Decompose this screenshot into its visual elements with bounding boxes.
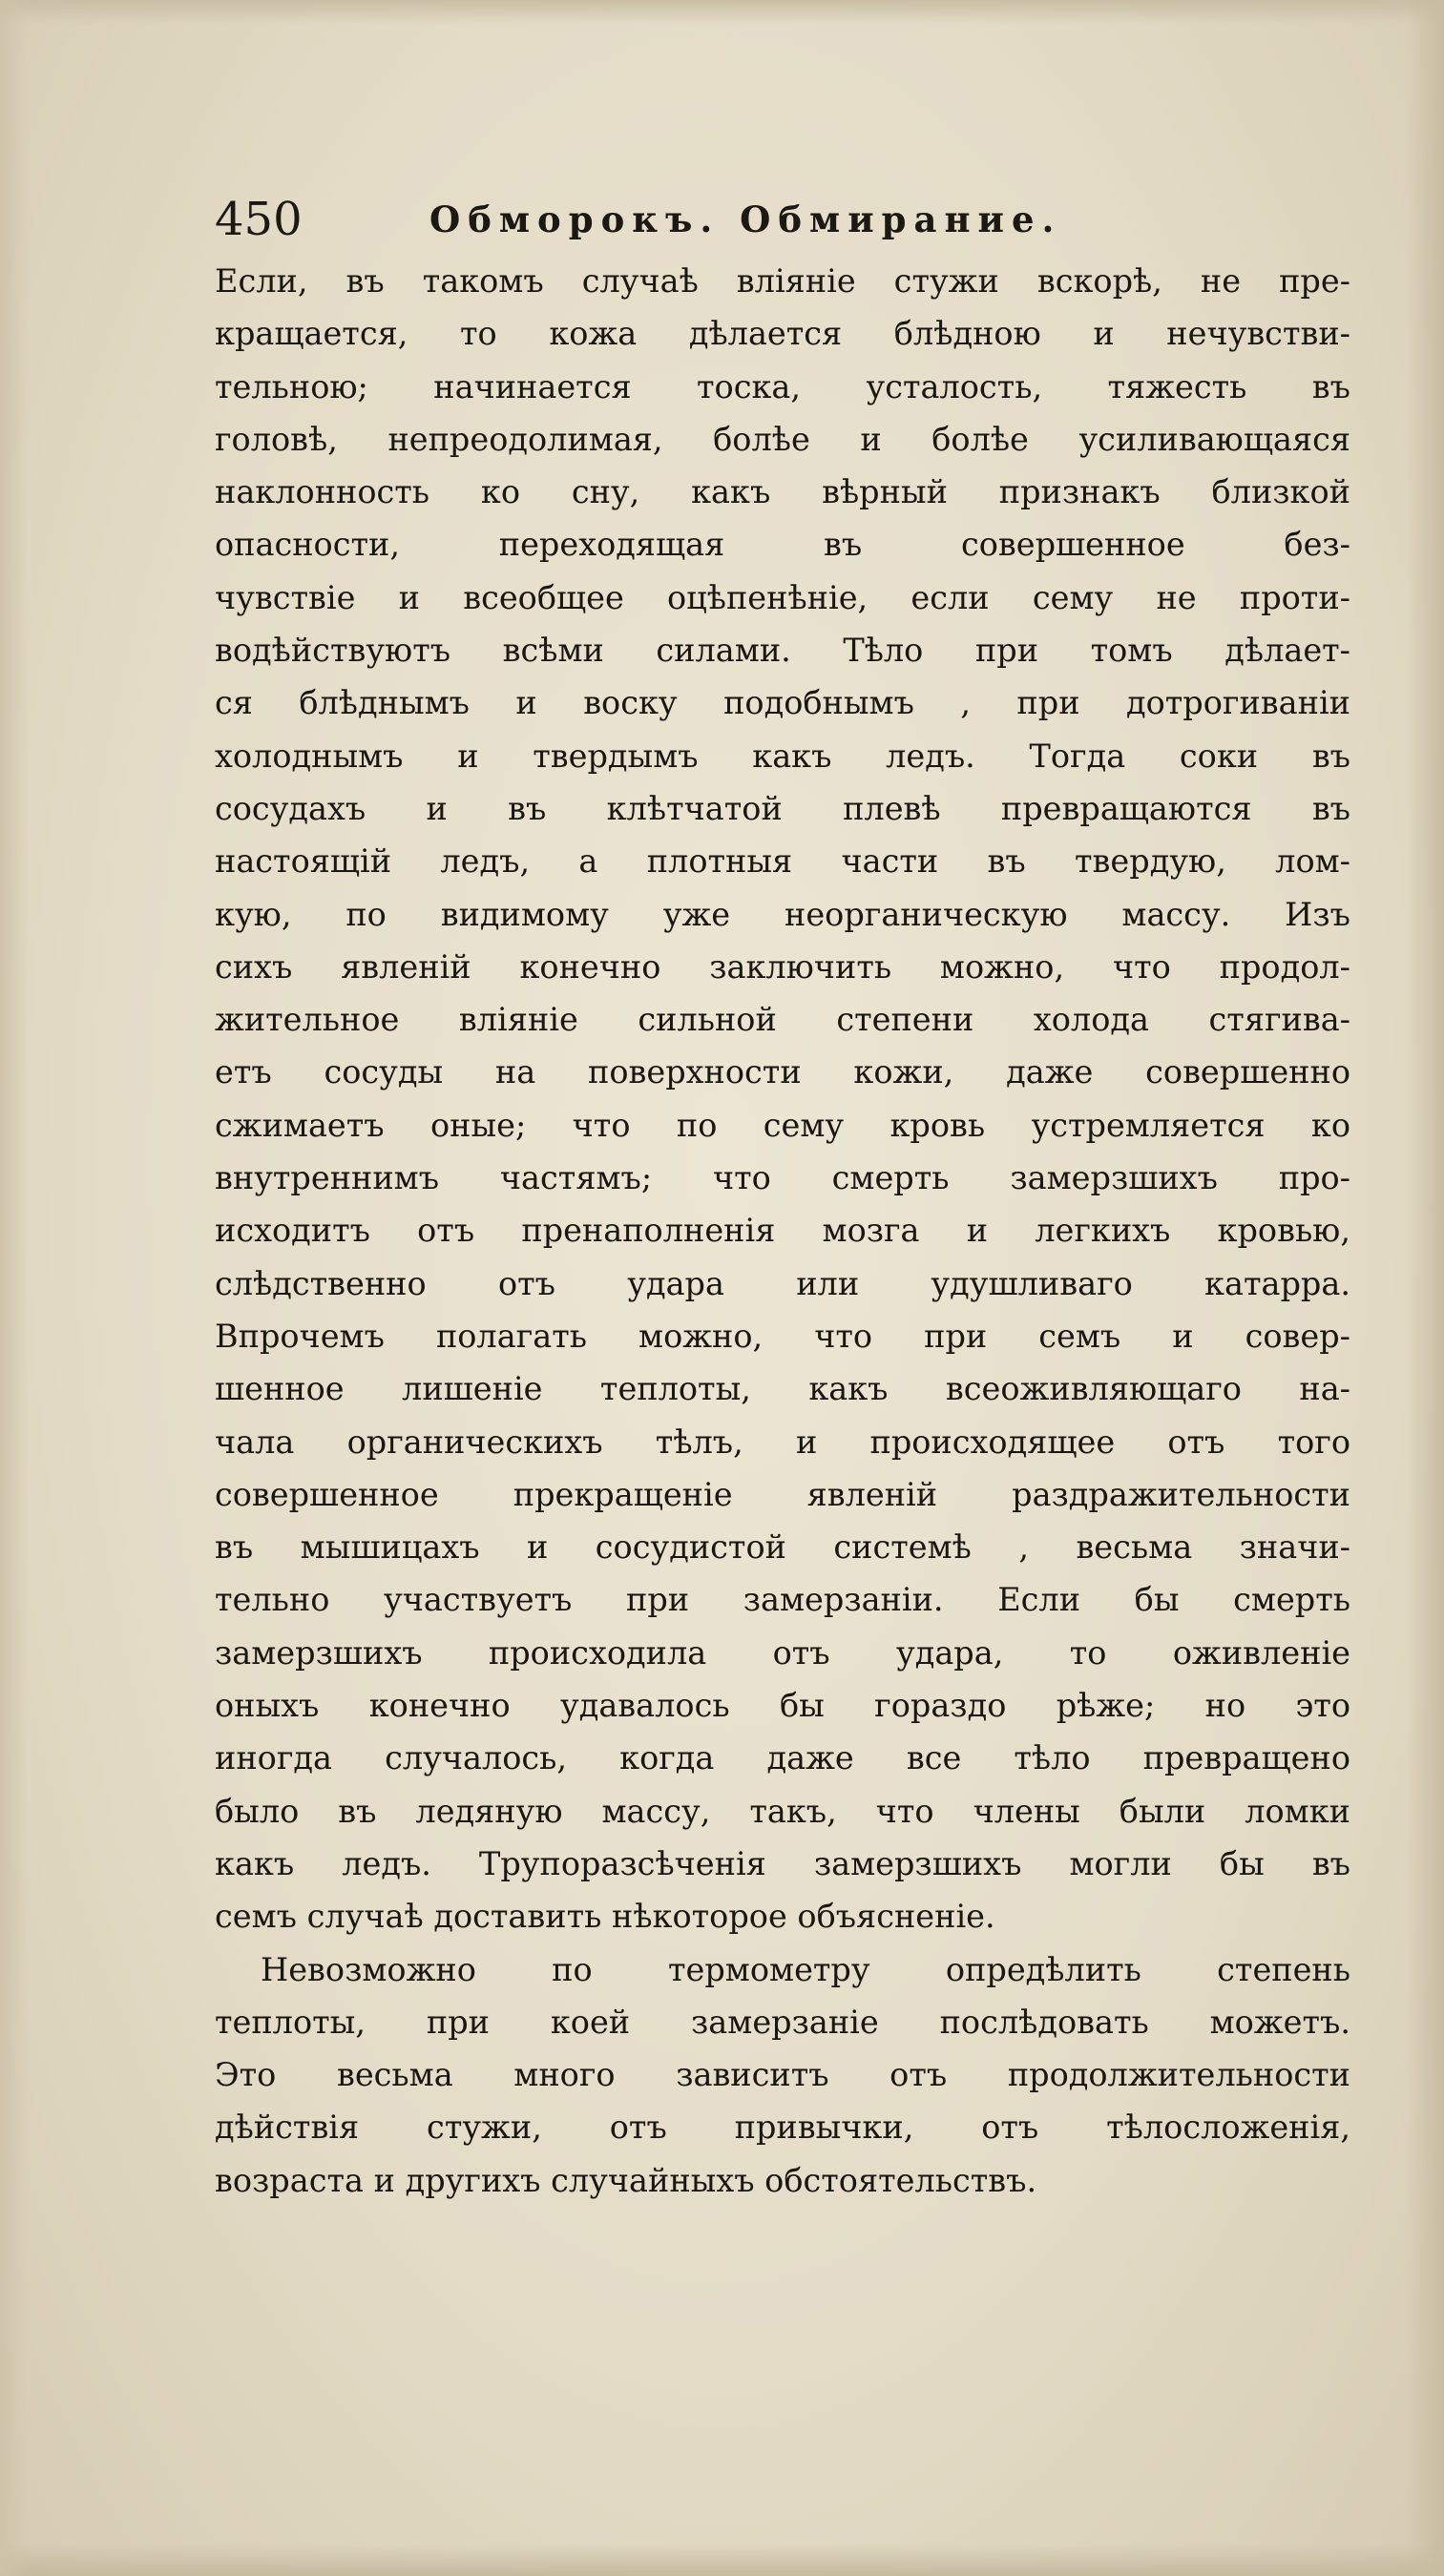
text-line: Невозможно по термометру опредѣлить степень — [261, 1950, 1350, 1988]
page-header — [215, 191, 1350, 248]
text-line: водѣйствуютъ всѣми силами. Тѣло при томъ дѣлает- — [215, 632, 1350, 670]
text-line: кую, по видимому уже неорганическую массу. Изъ — [215, 895, 1350, 933]
text-line: чувствіе и всеобщее оцѣпенѣніе, если сему не проти- — [215, 578, 1350, 616]
text-line: головѣ, непреодолимая, болѣе и болѣе усиливающаяся — [215, 420, 1350, 458]
text-line: сосудахъ и въ клѣтчатой плевѣ превращаются въ — [215, 789, 1350, 827]
text-line: теплоты, при коей замерзаніе послѣдовать можетъ. — [215, 2003, 1350, 2041]
text-line: наклонность ко сну, какъ вѣрный признакъ близкой — [215, 473, 1350, 511]
text-line: семъ случаѣ доставить нѣкоторое объясненіе. — [215, 1898, 995, 1936]
running-head: Обморокъ. Обмирание. — [429, 198, 1062, 240]
text-line: оныхъ конечно удавалось бы гораздо рѣже; но это — [215, 1687, 1350, 1725]
page-number: 450 — [215, 193, 303, 246]
text-line: кращается, то кожа дѣлается блѣдною и нечувстви- — [215, 315, 1350, 353]
text-line: совершенное прекращеніе явленій раздражительности — [215, 1475, 1350, 1513]
text-line: какъ ледъ. Трупоразсѣченія замерзшихъ могли бы въ — [215, 1844, 1350, 1882]
text-line: внутреннимъ частямъ; что смерть замерзшихъ про- — [215, 1159, 1350, 1197]
text-line: иногда случалось, когда даже все тѣло превращено — [215, 1739, 1350, 1777]
text-line: возраста и другихъ случайныхъ обстоятельствъ. — [215, 2161, 1037, 2199]
page-edge-shadow-bottom — [0, 2544, 1444, 2576]
text-line: холоднымъ и твердымъ какъ ледъ. Тогда соки въ — [215, 737, 1350, 775]
paragraph — [215, 1943, 1350, 2207]
paragraph — [215, 255, 1350, 1943]
text-line: было въ ледяную массу, такъ, что члены были ломки — [215, 1792, 1350, 1830]
text-line: дѣйствія стужи, отъ привычки, отъ тѣлосложенія, — [215, 2109, 1350, 2147]
text-line: исходитъ отъ пренаполненія мозга и легкихъ кровью, — [215, 1212, 1350, 1250]
page-edge-shadow-right — [1406, 0, 1444, 2576]
text-line: Это весьма много зависитъ отъ продолжительности — [215, 2056, 1350, 2094]
text-line: слѣдственно отъ удара или удушливаго катарра. — [215, 1264, 1350, 1302]
text-line: сихъ явленій конечно заключить можно, что продол- — [215, 947, 1350, 986]
text-line: тельною; начинается тоска, усталость, тяжесть въ — [215, 367, 1350, 405]
page-edge-shadow-top — [0, 0, 1444, 25]
text-line: етъ сосуды на поверхности кожи, даже совершенно — [215, 1053, 1350, 1091]
page-edge-shadow-left — [0, 0, 29, 2576]
text-line: опасности, переходящая въ совершенное без- — [215, 526, 1350, 564]
text-line: въ мышицахъ и сосудистой системѣ , весьма значи- — [215, 1528, 1350, 1567]
text-line: ся блѣднымъ и воску подобнымъ , при дотрогиваніи — [215, 684, 1350, 722]
text-line: сжимаетъ оные; что по сему кровь устремляется ко — [215, 1106, 1350, 1144]
text-line: настоящій ледъ, а плотныя части въ твердую, лом- — [215, 842, 1350, 881]
text-line: Впрочемъ полагать можно, что при семъ и совер- — [215, 1317, 1350, 1355]
text-line: жительное вліяніе сильной степени холода стягива- — [215, 1001, 1350, 1039]
text-line: тельно участвуетъ при замерзаніи. Если бы смерть — [215, 1581, 1350, 1619]
text-line: Если, въ такомъ случаѣ вліяніе стужи вскорѣ, не пре- — [215, 262, 1350, 300]
text-line: шенное лишеніе теплоты, какъ всеоживляющаго на- — [215, 1370, 1350, 1408]
body-text — [215, 255, 1350, 2207]
text-line: чала органическихъ тѣлъ, и происходящее отъ того — [215, 1423, 1350, 1461]
text-line: замерзшихъ происходила отъ удара, то оживленіе — [215, 1633, 1350, 1672]
